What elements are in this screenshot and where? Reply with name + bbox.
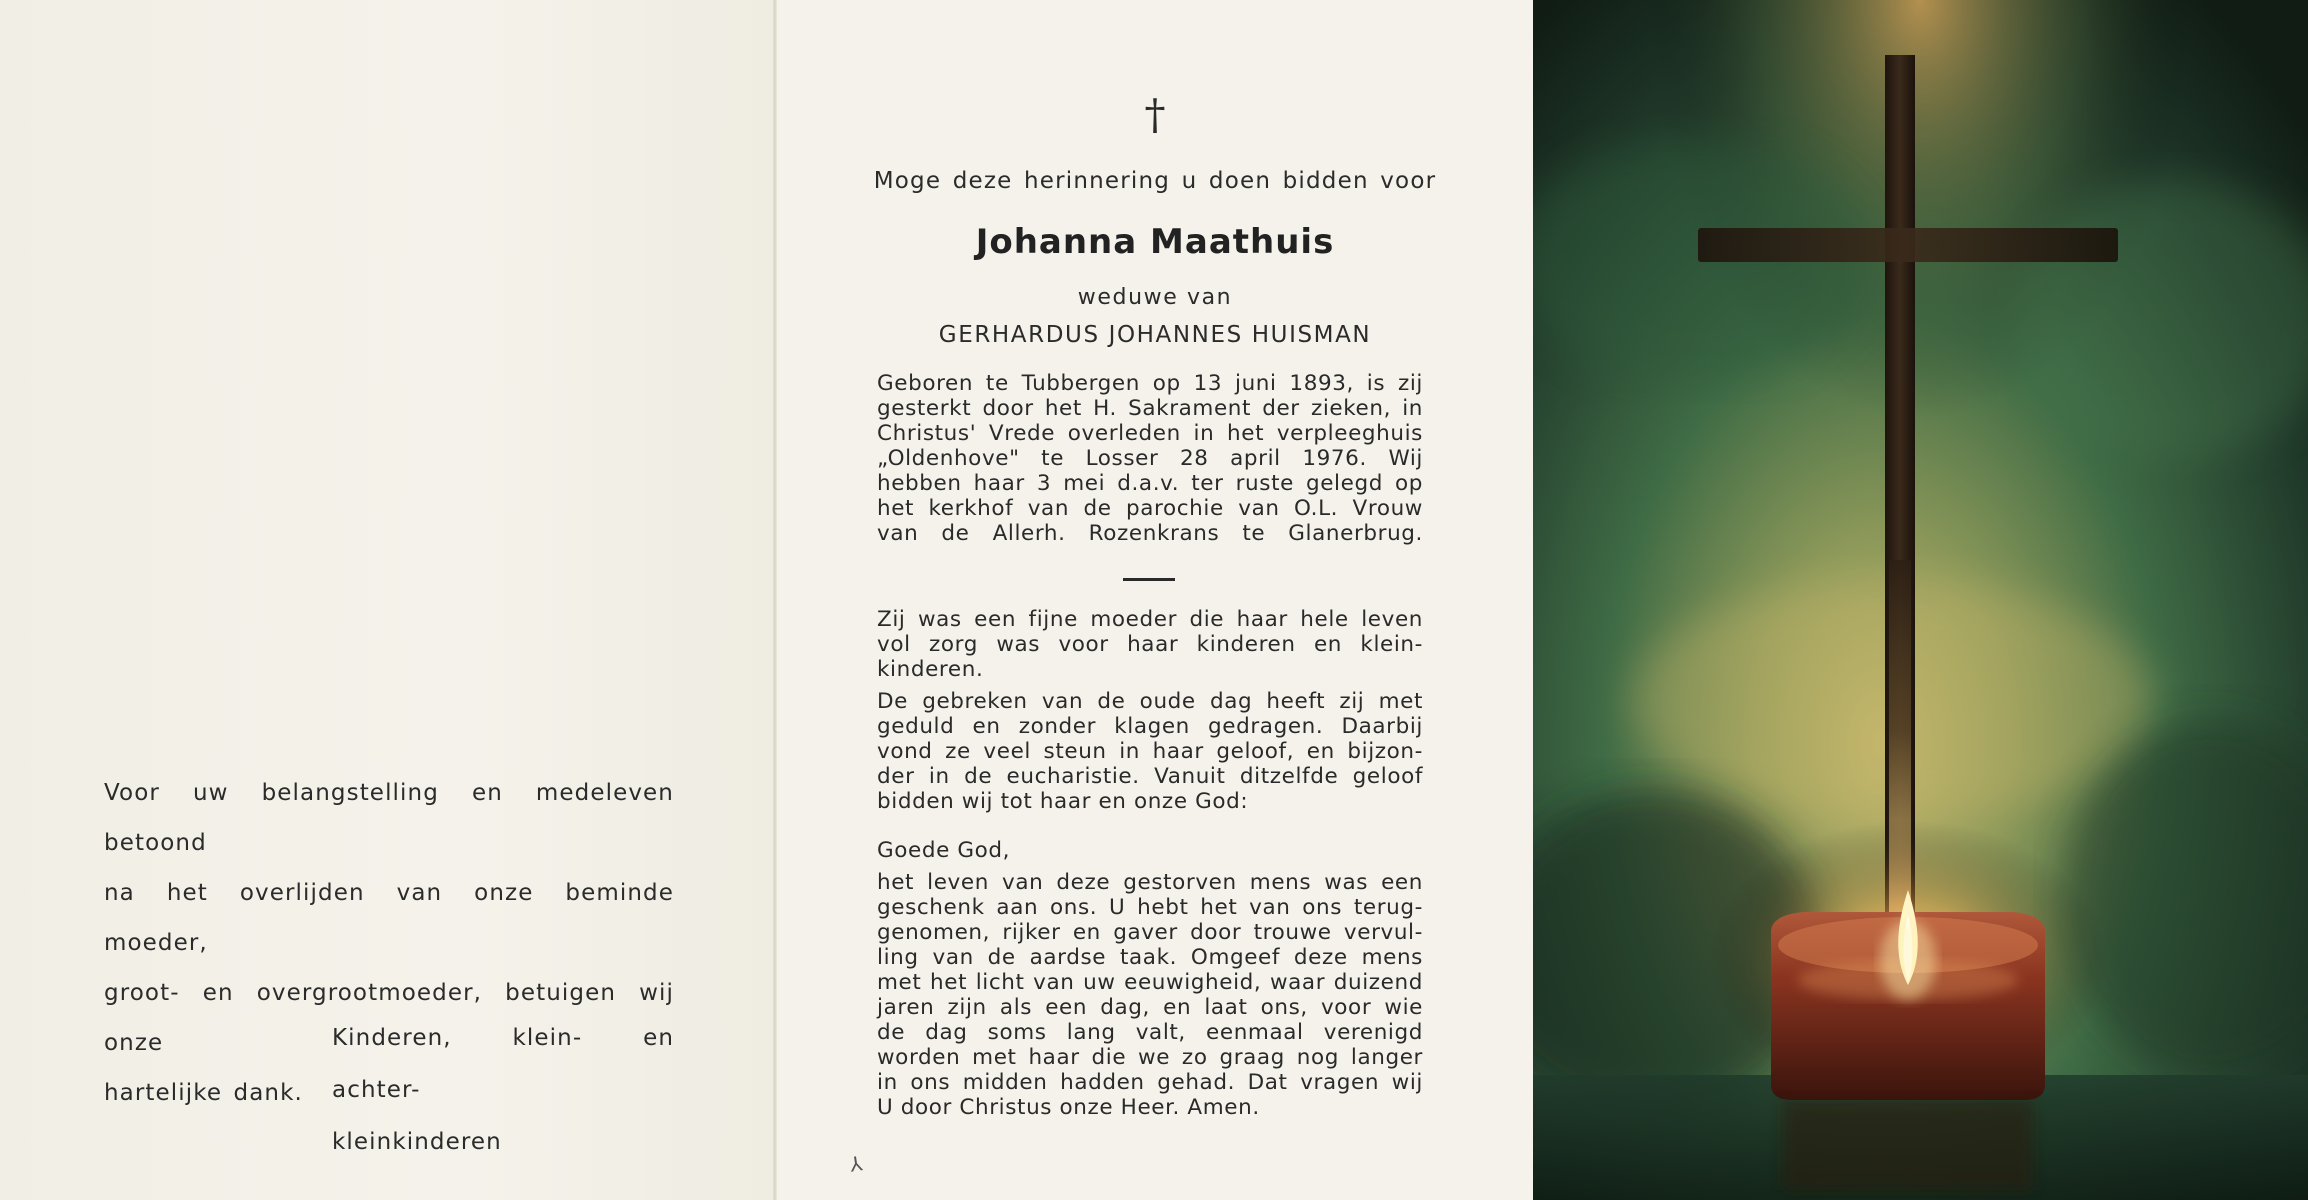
husband-name: GERHARDUS JOHANNES HUISMAN: [938, 322, 1372, 348]
prayer-line: genomen, rijker en gaver door trouwe vervul-: [877, 920, 1423, 945]
faith-line: De gebreken van de oude dag heeft zij met: [877, 689, 1423, 714]
bio-line: Geboren te Tubbergen op 13 juni 1893, is zij: [877, 371, 1423, 396]
deceased-name: Johanna Maathuis: [975, 222, 1335, 262]
faith-paragraph: [877, 689, 1423, 814]
tribute-line: kinderen.: [877, 657, 984, 682]
signature-line: kleinkinderen: [332, 1129, 502, 1155]
prayer-line: worden met haar die we zo graag nog langer: [877, 1045, 1423, 1070]
signature-line: Kinderen, klein- en achter-: [332, 1025, 674, 1103]
thanks-line: Voor uw belangstelling en medeleven betoond: [104, 780, 674, 856]
thanks-line: groot- en overgrootmoeder, betuigen wij onze: [104, 980, 674, 1056]
tribute-line: vol zorg was voor haar kinderen en klein-: [877, 632, 1423, 657]
thanks-line: na het overlijden van onze beminde moeder,: [104, 880, 674, 956]
middle-panel: [777, 0, 1533, 1200]
prayer-heading-text: Goede God,: [877, 838, 1011, 863]
prayer-line: geschenk aan ons. U hebt het van ons terug-: [877, 895, 1423, 920]
left-panel: [0, 0, 775, 1200]
family-signature: [332, 1012, 674, 1168]
prayer-line: in ons midden hadden gehad. Dat vragen wij: [877, 1070, 1423, 1095]
page-mark: ⅄: [848, 1151, 864, 1177]
bio-line: „Oldenhove" te Losser 28 april 1976. Wij: [877, 446, 1423, 471]
faith-line: bidden wij tot haar en onze God:: [877, 789, 1249, 814]
prayer-line: ling van de aardse taak. Omgeef deze mens: [877, 945, 1423, 970]
photo-illustration: [1533, 0, 2308, 1200]
faith-line: der in de eucharistie. Vanuit ditzelfde geloof: [877, 764, 1423, 789]
biography: [877, 371, 1423, 546]
cross-symbol-icon: †: [1144, 90, 1166, 139]
prayer-text: [877, 870, 1423, 1120]
bio-line: Christus' Vrede overleden in het verpleeghuis: [877, 421, 1423, 446]
widow-of-label: weduwe van: [1077, 285, 1233, 310]
faith-line: vond ze veel steun in haar geloof, en bijzon-: [877, 739, 1423, 764]
prayer-line: jaren zijn als een dag, en laat ons, voor wie: [877, 995, 1423, 1020]
prayer-line: U door Christus onze Heer. Amen.: [877, 1095, 1260, 1120]
intro-line: Moge deze herinnering u doen bidden voor: [873, 168, 1437, 194]
prayer-line: het leven van deze gestorven mens was een: [877, 870, 1423, 895]
bio-line: het kerkhof van de parochie van O.L. Vrouw: [877, 496, 1423, 521]
faith-line: geduld en zonder klagen gedragen. Daarbij: [877, 714, 1423, 739]
prayer-line: de dag soms lang valt, eenmaal verenigd: [877, 1020, 1423, 1045]
bio-line: gesterkt door het H. Sakrament der zieken, in: [877, 396, 1423, 421]
section-divider: [1123, 578, 1175, 581]
prayer-line: met het licht van uw eeuwigheid, waar duizend: [877, 970, 1423, 995]
bio-line: van de Allerh. Rozenkrans te Glanerbrug.: [877, 521, 1423, 546]
thanks-line: hartelijke dank.: [104, 1080, 303, 1106]
tribute-line: Zij was een fijne moeder die haar hele leven: [877, 607, 1423, 632]
prayer-heading: [877, 838, 1423, 863]
bio-line: hebben haar 3 mei d.a.v. ter ruste gelegd op: [877, 471, 1423, 496]
tribute-paragraph: [877, 607, 1423, 682]
cross-candle-photo: [1533, 0, 2308, 1200]
